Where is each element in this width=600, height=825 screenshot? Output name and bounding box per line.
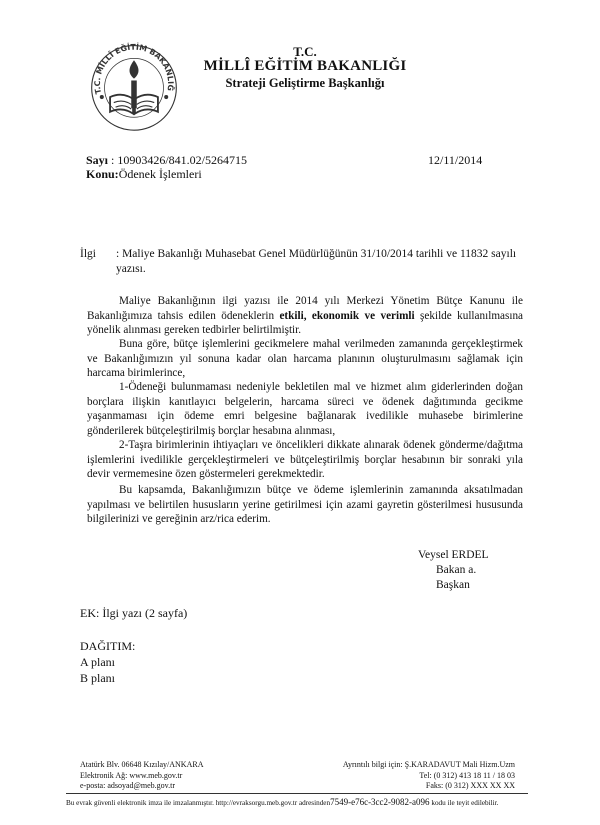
- header-ministry: MİLLÎ EĞİTİM BAKANLIĞI: [203, 58, 407, 74]
- body-paragraph-1: [87, 294, 523, 338]
- footer-email: e-posta: adsoyad@meb.gov.tr: [80, 781, 176, 790]
- konu-label: Konu:: [86, 167, 119, 181]
- p5-text: Bu kapsamda, Bakanlığımızın bütçe ve ödeme işlemlerinin zamanında aksatılmadan yapılması ve belirtilen hususların yerine getirilmesi için azami gayretin gösterilmesi hususunda bilgilerinizi ve gereğinin arz/rica ederim.: [87, 484, 523, 526]
- body-paragraph-3: [87, 380, 523, 438]
- signatory-title-1: Bakan a.: [436, 564, 477, 576]
- ministry-seal-logo: [88, 40, 180, 132]
- footer-fax: Faks: (0 312) XXX XX XX: [425, 781, 515, 790]
- seal-text: T.C. MİLLÎ EĞİTİM BAKANLIĞ: [92, 42, 176, 95]
- footer-network: Elektronik Ağ: www.meb.gov.tr: [80, 770, 183, 780]
- p1-text-start: Maliye Bakanlığının ilgi yazısı ile 2014 yılı Merkezi Yönetim Bütçe Kanunu ile Bakanlığımıza tahsis edilen ödeneklerin: [87, 295, 523, 322]
- footer-contact-right: [318, 760, 515, 792]
- document-date: 12/11/2014: [428, 153, 483, 167]
- sayi-value: : 10903426/841.02/5264715: [111, 153, 248, 167]
- e-signature-verification: [66, 797, 536, 807]
- verify-code: 7549-e76c-3cc2-9082-a096: [330, 797, 430, 807]
- body-paragraph-5: [87, 483, 523, 527]
- p1-bold-text: etkili, ekonomik ve verimli: [279, 309, 415, 322]
- ilgi-reference: [80, 247, 520, 277]
- footer-info: Ayrıntılı bilgi için: Ş.KARADAVUT Mali Hizm.Uzm: [342, 760, 515, 769]
- footer-address: Atatürk Blv. 06648 Kızılay/ANKARA: [80, 760, 204, 769]
- p1-text-end: şekilde kullanılmasına yönelik alınması gereken tedbirler belirtilmiştir.: [87, 309, 524, 337]
- distribution-block: [80, 638, 135, 686]
- header-department: Strateji Geliştirme Başkanlığı: [225, 76, 385, 90]
- p3-text: 1-Ödeneği bulunmaması nedeniyle bekletilen mal ve hizmet alım giderlerinden doğan borçlara ilişkin kanıtlayıcı belgelerin, harcama süreci ve ödenek dağıtımında gecikme yaşanmaması için ödeme emri belgesine bağlanarak ivedilikle muhasebe birimlerine gönderilerek bütçeleştirilmiş borçlar hesabına alınması,: [87, 381, 523, 437]
- header-tc: T.C.: [293, 44, 317, 59]
- verify-text-start: Bu evrak güvenli elektronik imza ile imzalanmıştır. http://evraksorgu.meb.gov.tr adresinden: [66, 799, 331, 807]
- signatory-name: Veysel ERDEL: [418, 549, 489, 561]
- sayi-line: [86, 153, 247, 168]
- konu-value: Ödenek İşlemleri: [118, 167, 202, 181]
- signatory-title-2: Başkan: [436, 579, 470, 591]
- distribution-item: B planı: [80, 671, 115, 685]
- distribution-item: A planı: [80, 655, 115, 669]
- ilgi-line-2: yazısı.: [116, 263, 146, 275]
- p4-text: 2-Taşra birimlerinin ihtiyaçları ve öncelikleri dikkate alınarak ödenek gönderme/dağıtma işlemlerini ivedilikle gerçekleştirmeleri ve bütçeleştirilmiş borçlar hesabının bir sonraki yıla devir vermemesine özen göstermeleri gerekmektedir.: [87, 439, 523, 481]
- ilgi-label: İlgi: [80, 248, 96, 260]
- body-paragraph-4: [87, 438, 523, 482]
- attachment-note: EK: İlgi yazı (2 sayfa): [80, 606, 188, 620]
- footer-contact-left: [80, 760, 203, 792]
- ilgi-line-1: : Maliye Bakanlığı Muhasebat Genel Müdürlüğünün 31/10/2014 tarihli ve 11832 sayılı: [116, 248, 517, 260]
- distribution-title: DAĞITIM:: [80, 639, 136, 653]
- body-paragraph-2: [87, 337, 523, 381]
- konu-line: [86, 167, 202, 182]
- footer-tel: Tel: (0 312) 413 18 11 / 18 03: [419, 770, 515, 780]
- sayi-label: Sayı: [86, 153, 109, 167]
- footer-divider: [66, 793, 528, 794]
- p2-text: Buna göre, bütçe işlemlerini gecikmelere mahal verilmeden zamanında gerçekleştirmek ve Bakanlığımızın yıl sonuna kadar olan harcama planının oluşturulmasını sağlamak için harcama birimlerince,: [87, 338, 523, 380]
- verify-text-end: kodu ile teyit edilebilir.: [431, 799, 499, 807]
